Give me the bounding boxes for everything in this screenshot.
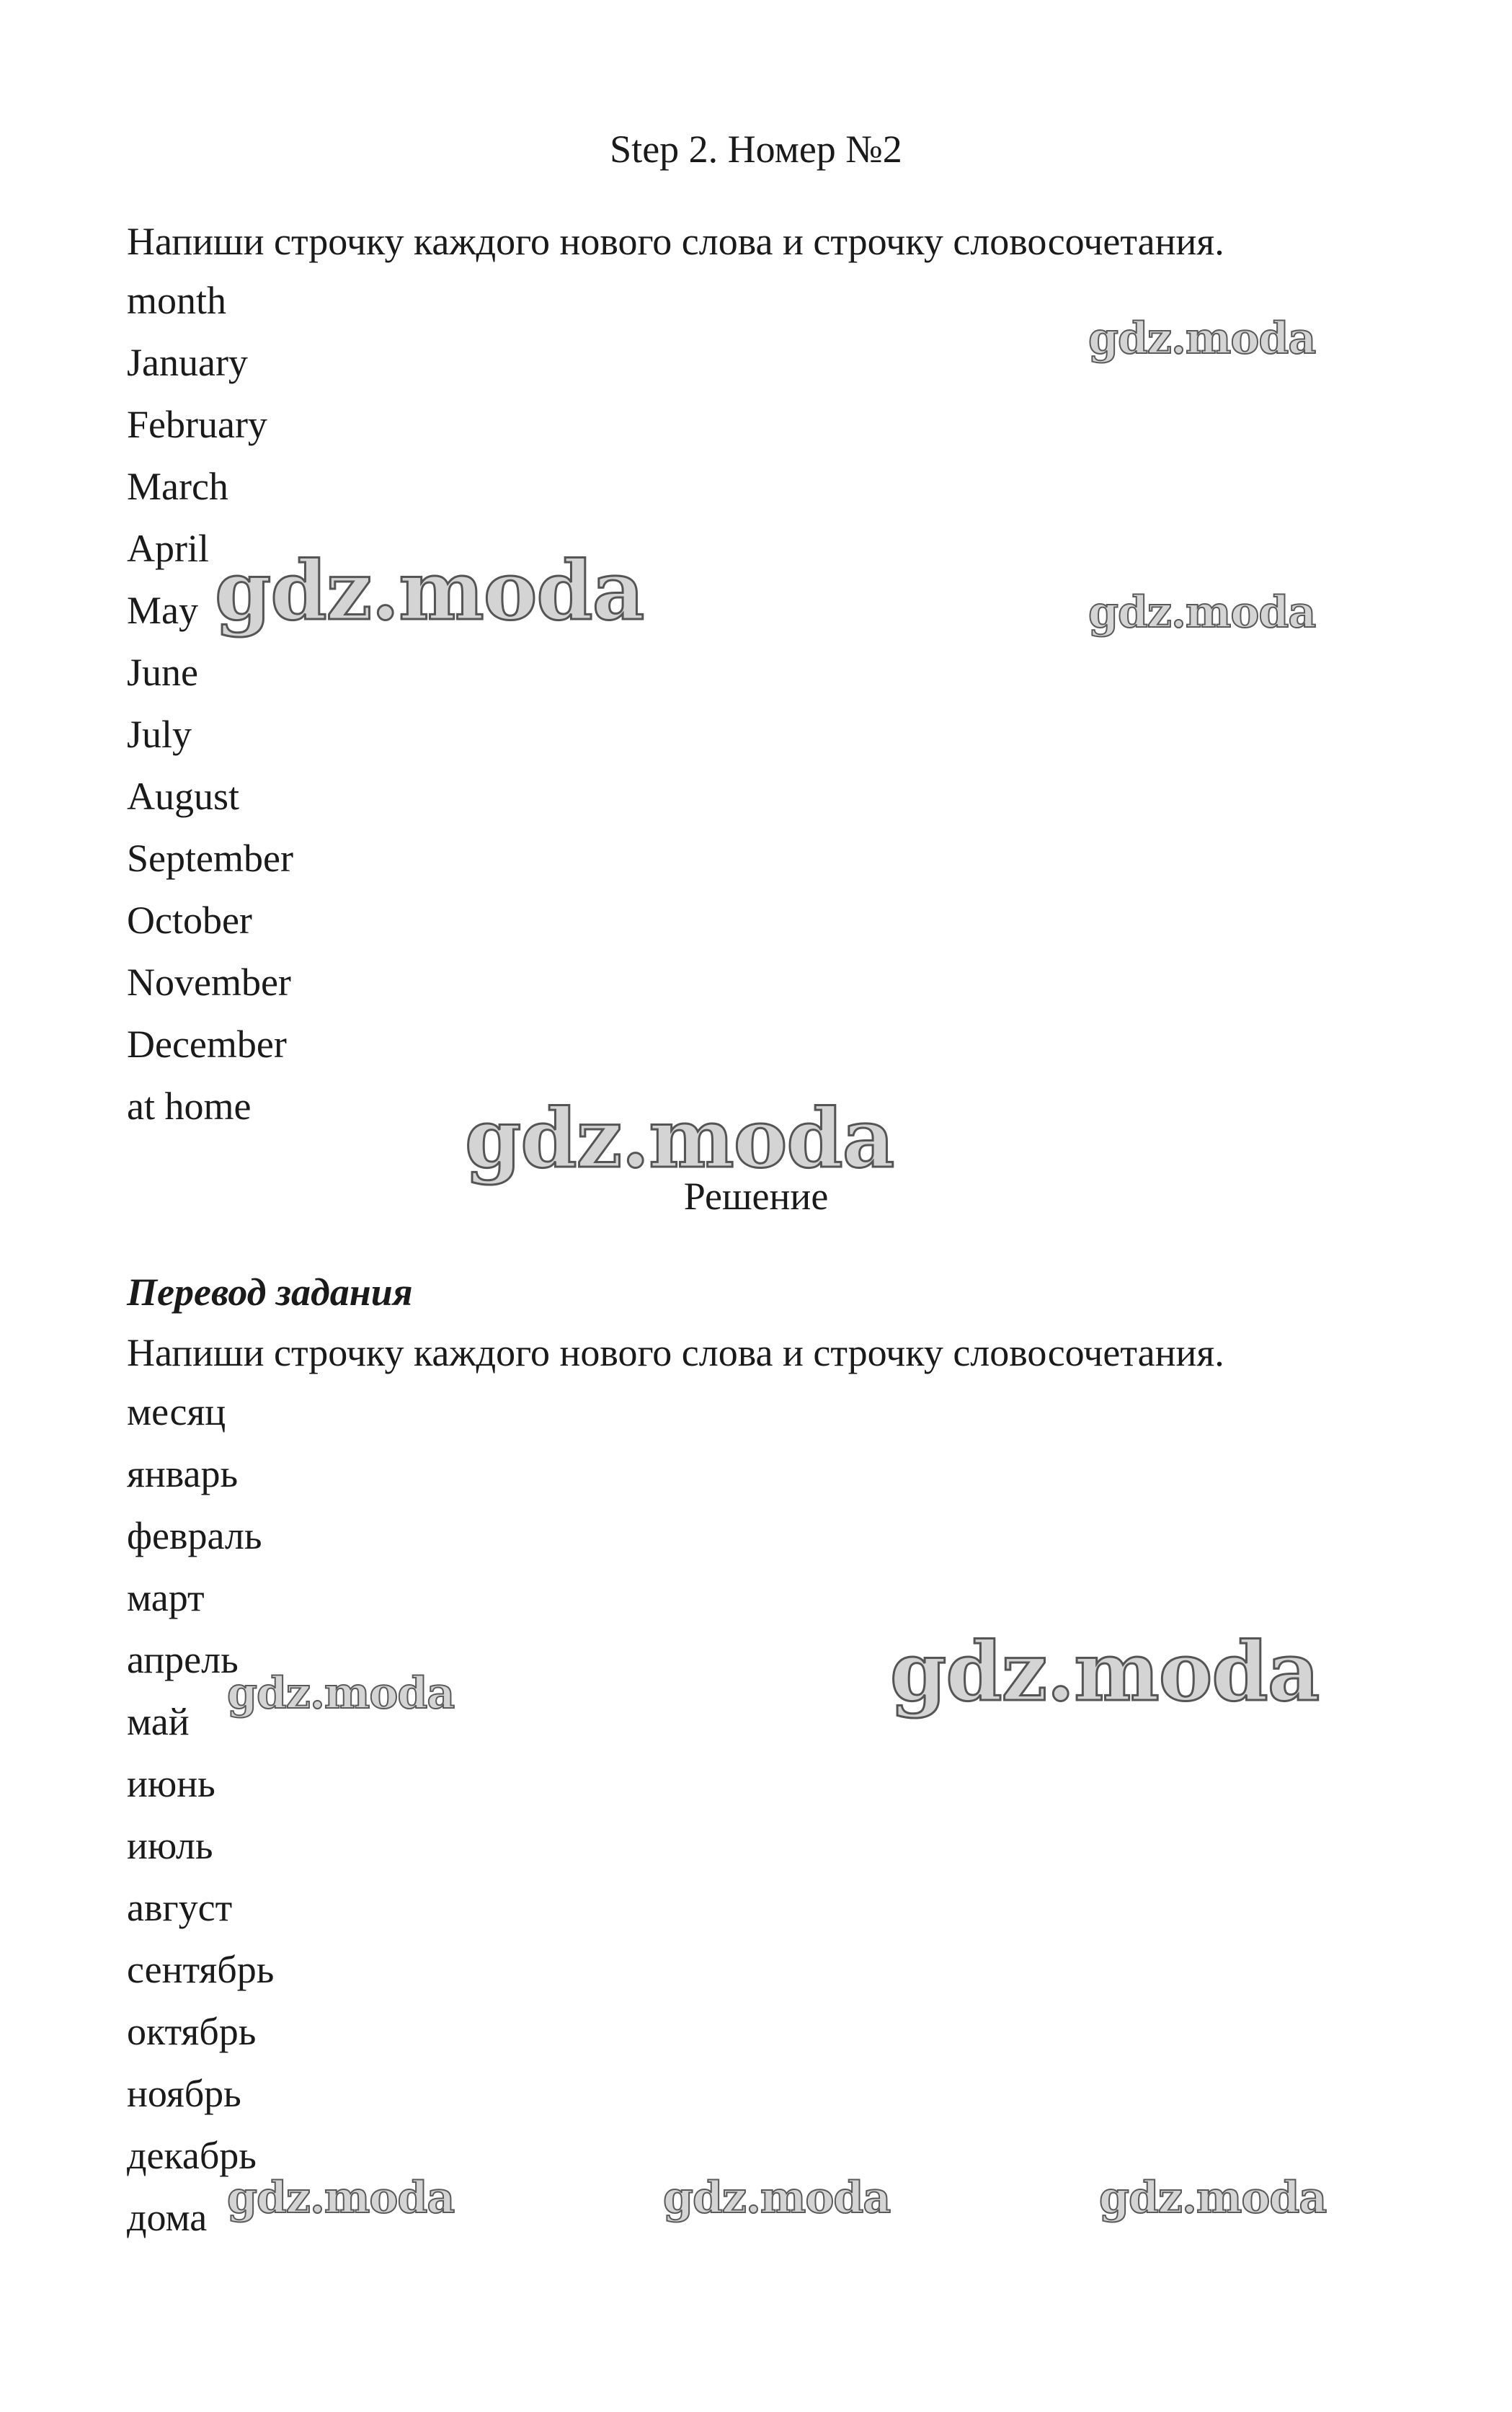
list-item: август (127, 1886, 233, 1929)
list-item: дома (127, 2196, 208, 2239)
list-item: October (127, 899, 252, 942)
list-item: September (127, 837, 293, 880)
watermark: gdz.moda (1099, 2173, 1327, 2223)
translation-heading: Перевод задания (127, 1270, 413, 1314)
task-instruction: Напиши строчку каждого нового слова и строчку словосочетания. (127, 220, 1224, 263)
list-item: November (127, 961, 291, 1004)
list-item: февраль (127, 1514, 262, 1557)
list-item: December (127, 1023, 287, 1066)
solution-label: Решение (683, 1175, 829, 1218)
list-item: May (127, 589, 198, 632)
list-item: at home (127, 1085, 252, 1128)
list-item: январь (127, 1452, 239, 1495)
list-item: октябрь (127, 2010, 257, 2053)
list-item: month (127, 279, 227, 322)
list-item: месяц (127, 1390, 226, 1433)
watermark: gdz.moda (890, 1625, 1320, 1719)
list-item: апрель (127, 1638, 239, 1681)
list-item: August (127, 775, 240, 818)
watermark: gdz.moda (663, 2173, 891, 2223)
translation-instruction: Напиши строчку каждого нового слова и строчку словосочетания. (127, 1331, 1224, 1374)
list-item: March (127, 465, 228, 508)
list-item: сентябрь (127, 1948, 275, 1991)
watermark: gdz.moda (1088, 313, 1316, 364)
list-item: June (127, 651, 198, 694)
list-item: ноябрь (127, 2072, 241, 2115)
list-item: май (127, 1700, 190, 1743)
list-item: июнь (127, 1762, 215, 1805)
watermark: gdz.moda (227, 1668, 455, 1719)
list-item: February (127, 403, 267, 446)
russian-word-list (127, 1381, 274, 2248)
watermark: gdz.moda (227, 2173, 455, 2223)
watermark: gdz.moda (215, 544, 644, 638)
list-item: декабрь (127, 2134, 257, 2177)
watermark: gdz.moda (1088, 587, 1316, 638)
watermark: gdz.moda (465, 1092, 894, 1186)
list-item: July (127, 713, 192, 756)
page-title: Step 2. Номер №2 (610, 128, 902, 171)
list-item: март (127, 1576, 205, 1619)
english-word-list (127, 270, 293, 1137)
list-item: January (127, 341, 248, 384)
list-item: April (127, 527, 209, 570)
list-item: июль (127, 1824, 213, 1867)
